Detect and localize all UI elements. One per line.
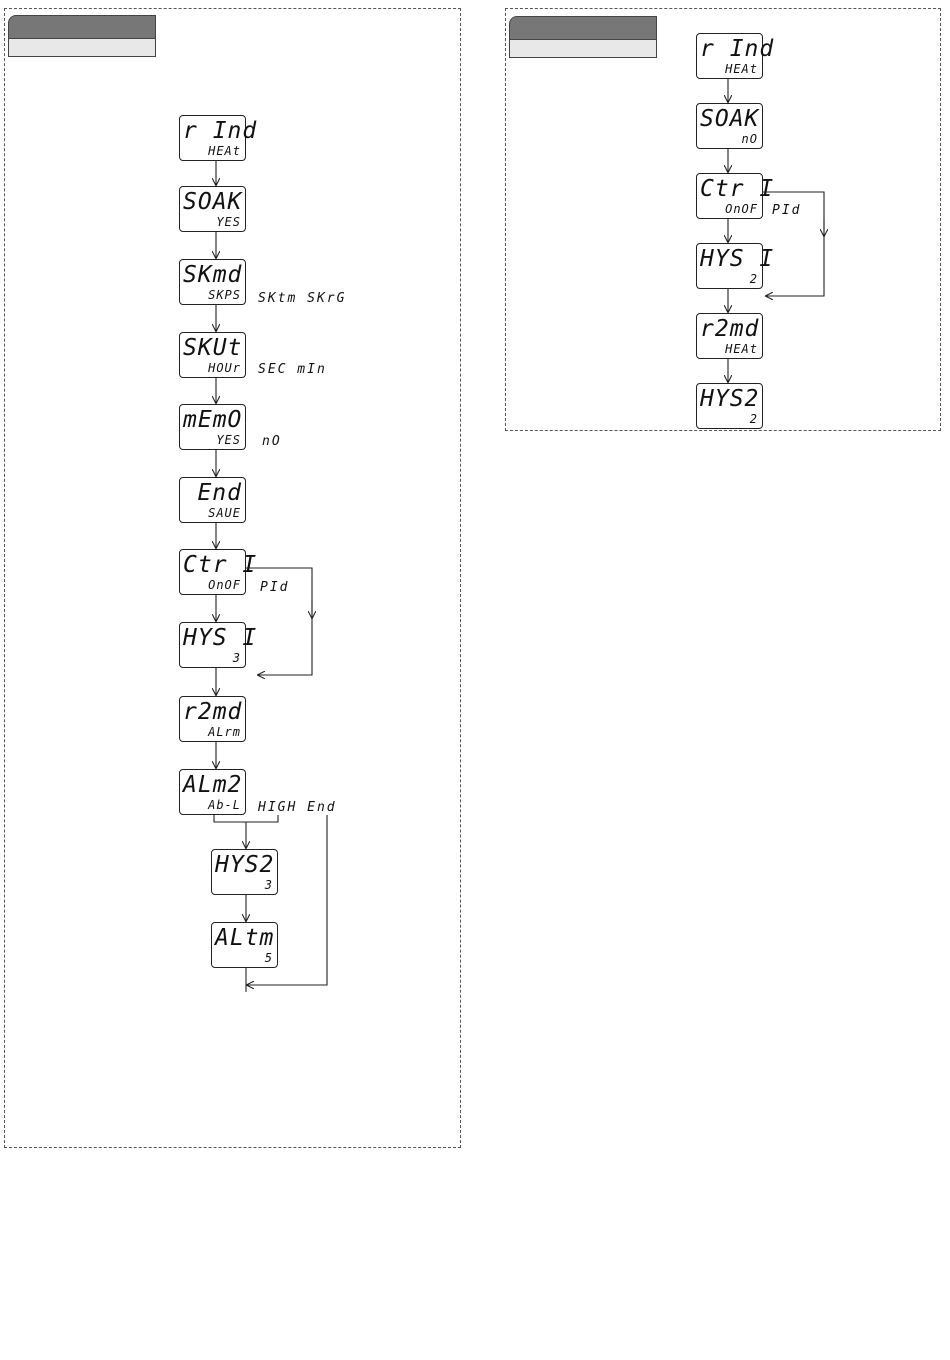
display-main: End (197, 480, 242, 506)
display-sub: HEAt (725, 62, 758, 76)
display-sub: 5 (264, 951, 273, 965)
display-options: SKtm SKrG (258, 291, 347, 306)
display-sub: nO (741, 132, 758, 146)
display-main: r Ind (183, 118, 258, 144)
display-sub: SAUE (208, 506, 241, 520)
display-sub: 2 (749, 412, 758, 426)
display-main: SOAK (700, 106, 760, 132)
display-sub: OnOF (208, 578, 241, 592)
display-main: r2md (183, 699, 243, 725)
display-sub: ALrm (208, 725, 241, 739)
bypass-line (763, 192, 824, 296)
display-main: ALtm (215, 925, 275, 951)
display-main: ALm2 (183, 772, 243, 798)
display-main: HYS2 (700, 386, 760, 412)
display-main: mEmO (183, 407, 243, 433)
display-main: HYS2 (215, 852, 275, 878)
display-sub: YES (216, 433, 241, 447)
display-sub: OnOF (725, 202, 758, 216)
display-main: Ctr I (700, 176, 775, 202)
display-sub: Ab-L (208, 798, 241, 812)
display-main: SKUt (183, 335, 243, 361)
display-main: r2md (700, 316, 760, 342)
display-options: nO (262, 434, 282, 449)
display-main: SKmd (183, 262, 243, 288)
display-sub: 2 (749, 272, 758, 286)
display-options: HIGH End (258, 800, 337, 815)
bypass-line (246, 568, 312, 675)
display-options: PId (772, 203, 802, 218)
branch-line (214, 815, 278, 822)
display-main: HYS I (700, 246, 775, 272)
display-sub: SKPS (208, 288, 241, 302)
display-options: SEC mIn (258, 362, 327, 377)
display-sub: 3 (264, 878, 273, 892)
display-sub: HEAt (725, 342, 758, 356)
display-sub: YES (216, 215, 241, 229)
display-sub: HEAt (208, 144, 241, 158)
display-sub: 3 (232, 651, 241, 665)
display-main: SOAK (183, 189, 243, 215)
display-main: HYS I (183, 625, 258, 651)
display-main: r Ind (700, 36, 775, 62)
display-main: Ctr I (183, 552, 258, 578)
end-bypass (247, 815, 327, 985)
display-options: PId (260, 580, 290, 595)
display-sub: HOUr (208, 361, 241, 375)
